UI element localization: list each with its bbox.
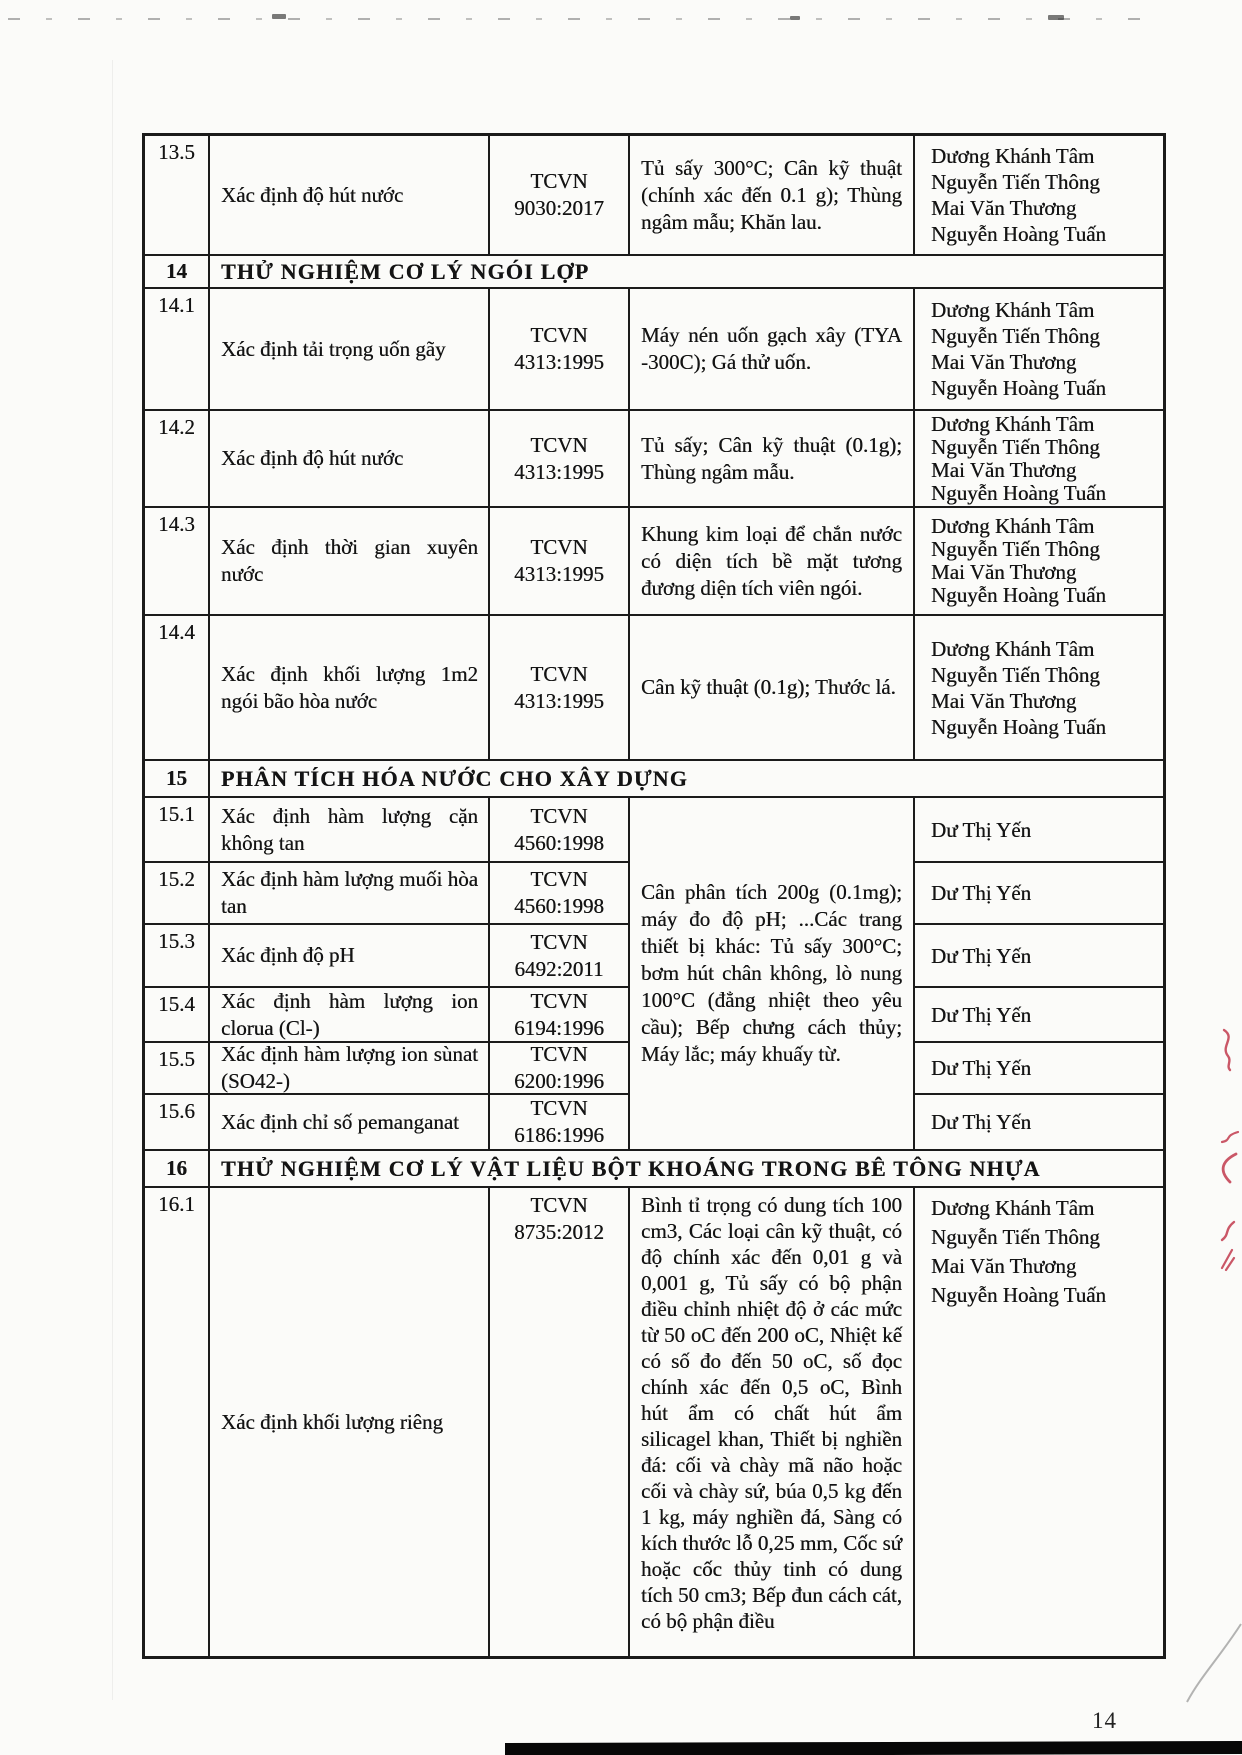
section-title: THỬ NGHIỆM CƠ LÝ NGÓI LỢP [221,259,590,284]
person-name: Dư Thị Yến [931,1110,1032,1134]
standard-org: TCVN [530,432,588,457]
cell-personnel [915,988,1163,1043]
row-number: 13.5 [158,140,195,164]
cell-standard [490,289,630,411]
cell-standard [490,136,630,256]
cell-equipment [630,508,915,616]
cell-personnel [915,1095,1163,1151]
cell-personnel [915,863,1163,925]
test-name: Xác định khối lượng riêng [221,1409,443,1434]
cell-section-number [145,761,210,798]
person-name: Mai Văn Thương [931,350,1077,374]
row-number: 15.6 [158,1099,195,1123]
person-name: Dương Khánh Tâm [931,636,1095,661]
cell-standard [490,508,630,616]
standard-org: TCVN [530,169,588,193]
cell-standard [490,863,630,925]
cell-standard [490,411,630,508]
cell-test-name [210,988,490,1043]
section-row-title [210,761,1163,798]
standard-org: TCVN [530,929,588,954]
cell-test-name [210,925,490,988]
cell-personnel [915,925,1163,988]
person-name: Dư Thị Yến [931,1056,1032,1080]
row-number: 15.1 [158,802,195,826]
person-name: Nguyễn Tiến Thông [931,434,1100,459]
standard-code: 6200:1996 [514,1069,604,1093]
cell-personnel [915,289,1163,411]
cell-stt [145,925,210,988]
equipment-text: Cân phân tích 200g (0.1mg); máy đo độ pH; ...Các trang thiết bị khác: Tủ sấy 300°C; bơm hút chân không, lò nung 100°C (đẳng nhiệt theo yêu cầu); Bếp chưng cách thủy; Máy lắc; máy khuấy từ. [641,880,902,1066]
equipment-text: Cân kỹ thuật (0.1g); Thước lá. [641,675,896,699]
standard-code: 4560:1998 [514,830,604,855]
row-number: 15.4 [158,992,195,1016]
red-pen-mark [1216,1028,1242,1072]
standard-code: 6492:2011 [514,956,604,981]
cell-personnel [915,136,1163,256]
row-number: 15.2 [158,867,195,891]
cell-stt [145,1043,210,1095]
standard-code: 4560:1998 [514,894,604,918]
standard-code: 9030:2017 [514,196,604,220]
cell-standard [490,1188,630,1656]
cell-equipment [630,1188,915,1656]
scan-noise-line [8,18,1158,20]
person-name: Mai Văn Thương [931,196,1077,220]
standard-code: 6194:1996 [514,1015,604,1040]
row-number: 15.5 [158,1047,195,1071]
red-pen-mark [1216,1218,1242,1272]
test-name: Xác định khối lượng 1m2 ngói bão hòa nước [221,661,478,713]
red-pen-mark [1214,1128,1242,1184]
test-name: Xác định hàm lượng ion sùnat (SO42-) [221,1043,478,1093]
cell-personnel [915,798,1163,863]
standard-code: 4313:1995 [514,459,604,484]
test-name: Xác định thời gian xuyên nước [221,535,478,586]
person-name: Nguyễn Hoàng Tuấn [931,222,1107,246]
person-name: Nguyễn Tiến Thông [931,537,1100,561]
person-name: Mai Văn Thương [931,560,1077,584]
person-name: Dư Thị Yến [931,943,1032,968]
person-name: Dư Thị Yến [931,881,1032,905]
row-number: 14.3 [158,512,195,536]
equipment-text: Khung kim loại để chắn nước có diện tích bề mặt tương đương diện tích viên ngói. [641,521,902,600]
equipment-text: Máy nén uốn gạch xây (TYA -300C); Gá thử uốn. [641,323,902,374]
cell-standard [490,925,630,988]
standard-org: TCVN [530,1043,588,1066]
row-number: 14.1 [158,293,195,317]
person-name: Dương Khánh Tâm [931,514,1095,538]
test-name: Xác định độ hút nước [221,182,404,207]
person-name: Nguyễn Tiến Thông [931,662,1100,687]
standard-org: TCVN [530,323,588,347]
person-name: Dương Khánh Tâm [931,298,1095,322]
person-name: Nguyễn Hoàng Tuấn [931,480,1107,505]
cell-personnel [915,616,1163,761]
standard-org: TCVN [530,803,588,828]
cell-equipment-merged [630,798,915,1151]
cell-test-name [210,616,490,761]
cell-test-name [210,798,490,863]
person-name: Dương Khánh Tâm [931,1196,1095,1220]
cell-stt [145,508,210,616]
standard-code: 4313:1995 [514,350,604,374]
standard-code: 4313:1995 [514,688,604,713]
person-name: Dư Thị Yến [931,817,1032,842]
cell-stt [145,616,210,761]
section-number: 14 [166,259,187,283]
section-row-title [210,1151,1163,1188]
cell-stt [145,1095,210,1151]
person-name: Dương Khánh Tâm [931,411,1095,436]
standard-org: TCVN [530,867,588,891]
section-number: 15 [166,766,187,790]
standard-code: 4313:1995 [514,562,604,586]
cell-test-name [210,1043,490,1095]
cell-equipment [630,411,915,508]
test-name: Xác định tải trọng uốn gãy [221,336,446,361]
cell-personnel [915,1188,1163,1656]
cell-test-name [210,1188,490,1656]
person-name: Nguyễn Hoàng Tuấn [931,376,1107,400]
cell-equipment [630,616,915,761]
person-name: Nguyễn Tiến Thông [931,324,1100,348]
standard-code: 6186:1996 [514,1123,604,1147]
section-title: THỬ NGHIỆM CƠ LÝ VẬT LIỆU BỘT KHOÁNG TRONG BÊ TÔNG NHỰA [221,1156,1041,1181]
standard-org: TCVN [530,1096,588,1120]
person-name: Dương Khánh Tâm [931,144,1095,168]
person-name: Nguyễn Hoàng Tuấn [931,1283,1107,1307]
standard-org: TCVN [530,1193,588,1217]
section-title: PHÂN TÍCH HÓA NƯỚC CHO XÂY DỰNG [221,766,689,791]
row-number: 14.4 [158,620,195,644]
cell-test-name [210,289,490,411]
person-name: Nguyễn Hoàng Tuấn [931,583,1107,607]
cell-section-number [145,256,210,289]
cell-standard [490,616,630,761]
cell-stt [145,289,210,411]
equipment-text: Bình tỉ trọng có dung tích 100 cm3, Các loại cân kỹ thuật, có độ chính xác đến 0,01 g và 0,001 g, Tủ sấy có bộ phận điều chỉnh nhiệt độ ở các mức từ 50 oC đến 200 oC, Nhiệt kế có số đo đến 50 oC, số đọc chính xác đến 0,5 oC, Bình hút ẩm có chất hút ẩm silicagel khan, Thiết bị nghiền đá: cối và chày mã não hoặc cối và chày sứ, búa 0,5 kg đến 1 kg, máy nghiền đá, Sàng có kích thước lỗ 0,25 mm, Cốc sứ hoặc cốc thủy tinh có dung tích 50 cm3; Bếp đun cách cát, có bộ phận điều [641,1193,902,1633]
person-name: Mai Văn Thương [931,688,1077,713]
cell-personnel [915,411,1163,508]
standard-org: TCVN [530,535,588,559]
cell-stt [145,1188,210,1656]
standard-org: TCVN [530,988,588,1013]
cell-standard [490,1095,630,1151]
person-name: Dư Thị Yến [931,1002,1032,1027]
test-name: Xác định chỉ số pemanganat [221,1109,459,1134]
cell-standard [490,798,630,863]
row-number: 16.1 [158,1192,195,1216]
scan-noise-blob [272,14,286,19]
cell-test-name [210,508,490,616]
scan-noise-blob [1048,15,1064,20]
cell-standard [490,988,630,1043]
methods-table [142,133,1166,1659]
cell-test-name [210,411,490,508]
cell-test-name [210,1095,490,1151]
cell-equipment [630,289,915,411]
cell-personnel [915,1043,1163,1095]
cell-test-name [210,863,490,925]
cell-test-name [210,136,490,256]
cell-stt [145,411,210,508]
section-number: 16 [166,1156,187,1180]
row-number: 14.2 [158,415,195,439]
scan-edge-bar [505,1741,1242,1755]
cell-stt [145,798,210,863]
person-name: Mai Văn Thương [931,457,1077,482]
equipment-text: Tủ sấy 300°C; Cân kỹ thuật (chính xác đến 0.1 g); Thùng ngâm mẫu; Khăn lau. [641,155,902,234]
cell-standard [490,1043,630,1095]
scan-margin-shadow [112,60,113,1700]
scan-artifact-curve [1185,1622,1242,1704]
cell-section-number [145,1151,210,1188]
standard-org: TCVN [530,661,588,686]
cell-stt [145,863,210,925]
test-name: Xác định độ hút nước [221,446,404,470]
equipment-text: Tủ sấy; Cân kỹ thuật (0.1g); Thùng ngâm mẫu. [641,432,902,484]
section-row-title [210,256,1163,289]
cell-personnel [915,508,1163,616]
page-number: 14 [1092,1708,1117,1733]
test-name: Xác định hàm lượng ion clorua (Cl-) [221,988,478,1040]
row-number: 15.3 [158,929,195,953]
cell-stt [145,136,210,256]
test-name: Xác định độ pH [221,943,355,967]
cell-equipment [630,136,915,256]
person-name: Nguyễn Hoàng Tuấn [931,714,1107,739]
person-name: Nguyễn Tiến Thông [931,1225,1100,1249]
scan-noise-blob [790,16,800,20]
test-name: Xác định hàm lượng cặn không tan [221,803,478,855]
standard-code: 8735:2012 [514,1220,604,1244]
cell-stt [145,988,210,1043]
person-name: Nguyễn Tiến Thông [931,170,1100,194]
test-name: Xác định hàm lượng muối hòa tan [221,867,478,918]
person-name: Mai Văn Thương [931,1254,1077,1278]
